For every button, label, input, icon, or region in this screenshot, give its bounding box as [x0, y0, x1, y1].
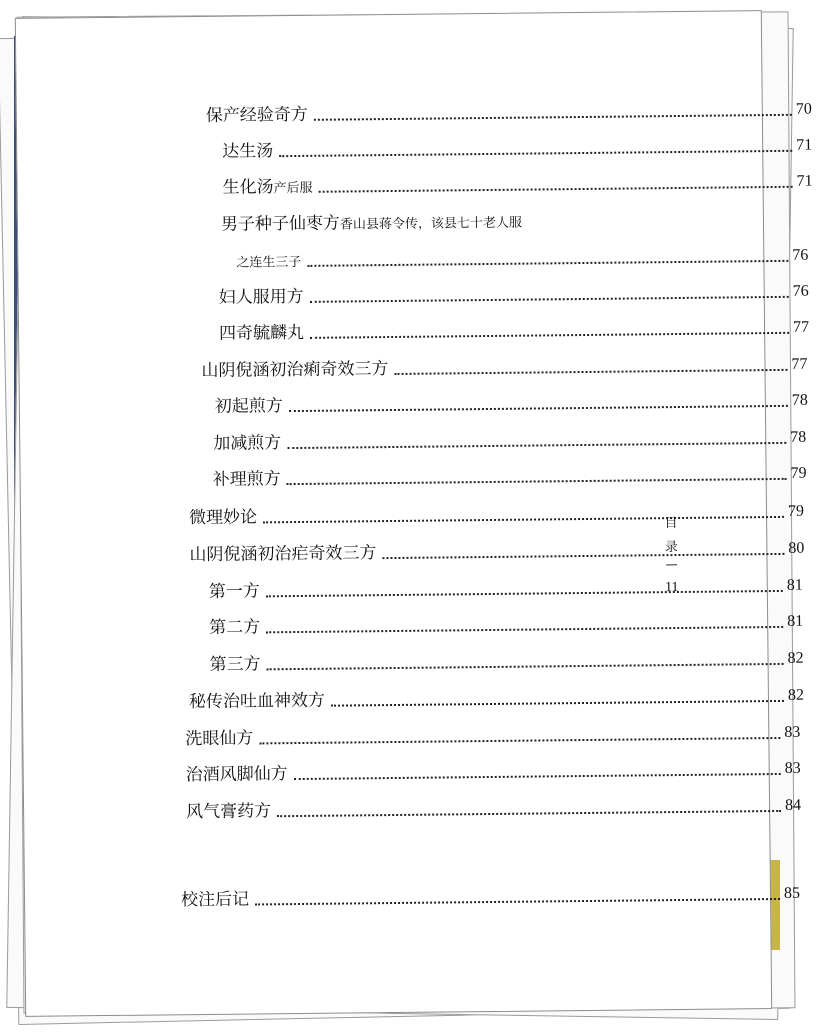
toc-entry-page: 76	[792, 246, 809, 264]
toc-entry[interactable]	[209, 565, 803, 601]
dot-leader	[319, 185, 793, 193]
toc-entry-page: 80	[788, 539, 805, 557]
toc-entry-page: 76	[792, 282, 809, 300]
toc-entry[interactable]	[213, 417, 806, 453]
toc-page	[15, 10, 813, 1017]
toc-entry[interactable]	[209, 638, 803, 674]
dot-leader	[294, 772, 781, 780]
dot-leader	[279, 149, 792, 157]
running-head-dash: —	[665, 557, 678, 572]
toc-entry[interactable]	[186, 785, 801, 821]
dot-leader	[289, 404, 788, 412]
dot-leader	[395, 368, 788, 375]
dot-leader	[266, 589, 783, 597]
toc-entry-page: 84	[784, 796, 802, 814]
toc-entry-title: 达生汤	[222, 141, 274, 162]
toc-entry-page: 79	[787, 502, 805, 520]
dot-leader	[267, 662, 784, 670]
toc-entry-page: 77	[792, 318, 810, 336]
toc-entry[interactable]	[201, 344, 807, 380]
toc-entry[interactable]	[236, 235, 808, 271]
toc-entry-title: 微理妙论	[188, 507, 258, 529]
dot-leader	[277, 809, 781, 817]
toc-entry-page: 82	[787, 649, 804, 667]
toc-entry-page: 83	[784, 723, 801, 741]
toc-entry-title: 保产经验奇方	[205, 104, 308, 126]
toc-entry-title: 秘传治吐血神效方	[188, 690, 326, 713]
toc-entry-page: 70	[795, 100, 812, 118]
dot-leader	[266, 625, 783, 633]
toc-entry-page: 71	[796, 136, 813, 154]
toc-entry-page: 79	[790, 464, 807, 482]
toc-entry-title: 山阴倪涵初治痢奇效三方	[201, 359, 389, 382]
dot-leader	[259, 736, 780, 744]
toc-entry-title: 第二方	[209, 617, 261, 638]
toc-entry-title: 治酒风脚仙方	[185, 764, 288, 786]
toc-entry-note: 香山县蒋令传，该县七十老人服	[339, 215, 523, 233]
toc-entry[interactable]	[222, 125, 812, 161]
dot-leader	[255, 897, 780, 905]
toc-entry-title: 生化汤	[222, 177, 274, 198]
dot-leader	[287, 477, 787, 485]
toc-entry-title: 洗眼仙方	[185, 728, 254, 750]
toc-entry[interactable]	[186, 748, 801, 784]
toc-entry-page: 71	[796, 172, 813, 190]
dot-leader	[287, 441, 786, 449]
toc-entry[interactable]	[189, 528, 804, 564]
toc-entry[interactable]	[222, 161, 812, 197]
toc-entry[interactable]	[219, 307, 809, 343]
folio-page-number: 11	[664, 580, 679, 596]
toc-entry[interactable]	[189, 491, 804, 527]
toc-entry-title: 妇人服用方	[218, 286, 304, 308]
toc-entry[interactable]	[219, 271, 809, 307]
toc-entry-page: 77	[791, 355, 808, 373]
dot-leader	[307, 259, 788, 267]
toc-entry[interactable]	[206, 89, 812, 125]
toc-entry-page: 83	[784, 759, 801, 777]
toc-entry[interactable]	[185, 712, 800, 748]
running-head-char-1: 目	[664, 516, 678, 532]
toc-entry-title: 风气膏药方	[186, 801, 272, 823]
toc-entry-first-line[interactable]	[221, 199, 641, 233]
toc-entry-page: 78	[791, 391, 808, 409]
toc-entry-title: 山阴倪涵初治疟奇效三方	[189, 543, 377, 566]
dot-leader	[382, 552, 784, 559]
toc-entry[interactable]	[212, 453, 806, 489]
dot-leader	[331, 699, 784, 707]
dot-leader	[310, 295, 789, 303]
toc-entry[interactable]	[215, 380, 808, 416]
toc-entry-continuation: 之连生三子	[236, 254, 302, 271]
toc-entry[interactable]	[189, 675, 804, 711]
toc-entry-page: 81	[787, 612, 804, 630]
toc-entry-title: 第一方	[208, 581, 260, 602]
toc-entry-note: 产后服	[273, 180, 313, 197]
toc-entry-page: 82	[787, 686, 805, 704]
toc-entry-page: 81	[786, 576, 803, 594]
toc-entry-title: 四奇毓麟丸	[219, 322, 305, 344]
toc-entry[interactable]	[209, 601, 803, 637]
toc-entry-page: 78	[790, 428, 807, 446]
running-head-char-2: 录	[664, 540, 678, 556]
dot-leader	[263, 515, 784, 523]
dot-leader	[310, 331, 789, 339]
toc-entry-title: 加减煎方	[213, 433, 282, 454]
toc-entry-title: 补理煎方	[212, 469, 281, 490]
toc-entry-title: 第三方	[209, 654, 261, 675]
toc-entry[interactable]	[181, 873, 800, 909]
toc-entry-title: 校注后记	[180, 889, 250, 911]
dot-leader	[314, 113, 792, 121]
toc-entry-title: 男子种子仙枣方	[220, 213, 341, 235]
toc-entry-title: 初起煎方	[214, 396, 283, 417]
toc-entry-page: 85	[783, 884, 801, 902]
